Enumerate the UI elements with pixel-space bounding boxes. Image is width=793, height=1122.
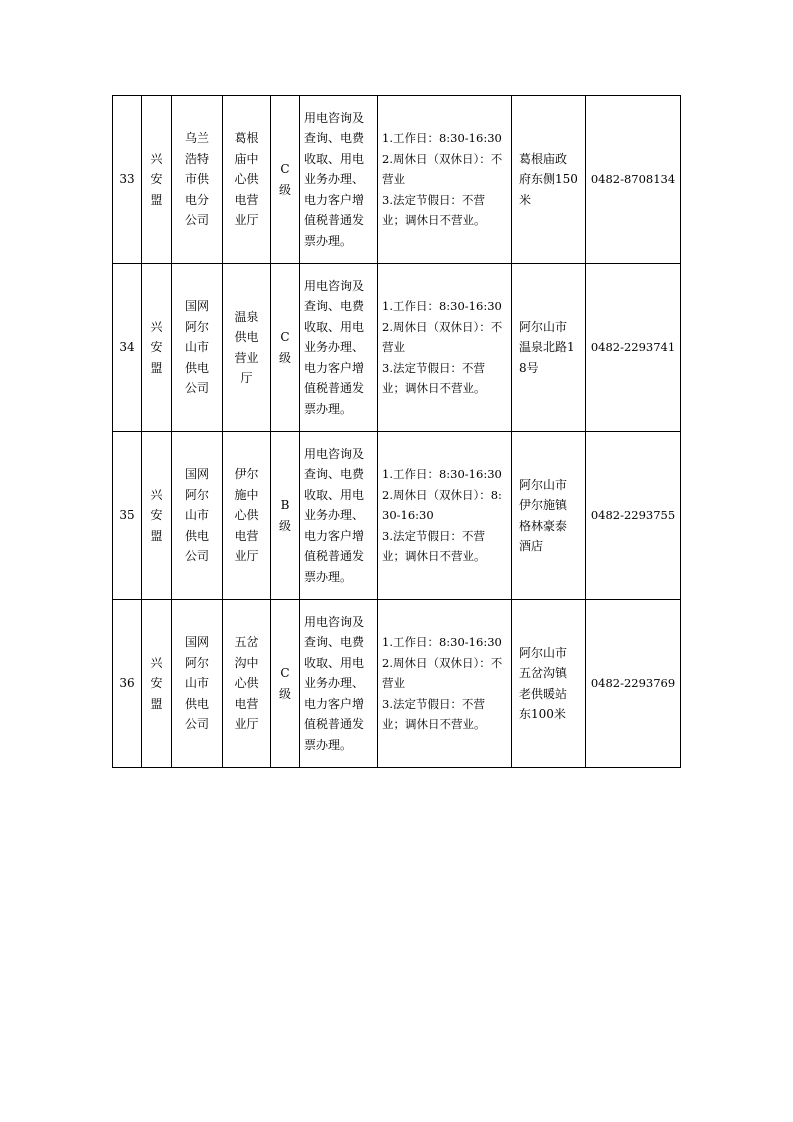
hours-line: 1.工作日：8:30-16:30	[382, 467, 502, 482]
service-hall-cell: 五岔沟中心供电营业厅	[223, 600, 271, 768]
row-number: 35	[113, 432, 142, 600]
services-cell: 用电咨询及查询、电费收取、用电业务办理、电力客户增值税普通发票办理。	[300, 432, 378, 600]
hours-line: 2.周休日（双休日）：不营业	[382, 655, 503, 691]
hours-line: 2.周休日（双休日）：不营业	[382, 151, 503, 187]
grade-cell: C级	[271, 96, 300, 264]
services-cell: 用电咨询及查询、电费收取、用电业务办理、电力客户增值税普通发票办理。	[300, 600, 378, 768]
business-hours-cell	[378, 96, 512, 264]
company-cell: 国网阿尔山市供电公司	[172, 264, 223, 432]
phone-cell: 0482-2293769	[586, 600, 681, 768]
grade-cell: C级	[271, 600, 300, 768]
hours-line: 1.工作日：8:30-16:30	[382, 635, 502, 650]
row-number: 33	[113, 96, 142, 264]
address-cell: 阿尔山市五岔沟镇老供暖站东100米	[512, 600, 586, 768]
hours-line: 3.法定节假日：不营业；调休日不营业。	[382, 528, 486, 564]
company-cell: 国网阿尔山市供电公司	[172, 432, 223, 600]
league-cell: 兴安盟	[142, 600, 172, 768]
table-row	[113, 264, 681, 432]
phone-cell: 0482-2293755	[586, 432, 681, 600]
business-hours-cell	[378, 264, 512, 432]
grade-cell: B级	[271, 432, 300, 600]
phone-cell: 0482-2293741	[586, 264, 681, 432]
service-hall-table	[112, 95, 681, 768]
company-cell: 乌兰浩特市供电分公司	[172, 96, 223, 264]
address-cell: 阿尔山市伊尔施镇格林豪泰酒店	[512, 432, 586, 600]
company-cell: 国网阿尔山市供电公司	[172, 600, 223, 768]
grade-cell: C级	[271, 264, 300, 432]
row-number: 34	[113, 264, 142, 432]
address-cell: 葛根庙政府东侧150米	[512, 96, 586, 264]
league-cell: 兴安盟	[142, 264, 172, 432]
business-hours-cell	[378, 600, 512, 768]
row-number: 36	[113, 600, 142, 768]
hours-line: 3.法定节假日：不营业；调休日不营业。	[382, 192, 486, 228]
league-cell: 兴安盟	[142, 96, 172, 264]
hours-line: 2.周休日（双休日）：8:30-16:30	[382, 487, 502, 523]
hours-line: 3.法定节假日：不营业；调休日不营业。	[382, 360, 486, 396]
services-cell: 用电咨询及查询、电费收取、用电业务办理、电力客户增值税普通发票办理。	[300, 264, 378, 432]
service-hall-cell: 温泉供电营业厅	[223, 264, 271, 432]
services-cell: 用电咨询及查询、电费收取、用电业务办理、电力客户增值税普通发票办理。	[300, 96, 378, 264]
hours-line: 2.周休日（双休日）：不营业	[382, 319, 503, 355]
phone-cell: 0482-8708134	[586, 96, 681, 264]
service-hall-cell: 葛根庙中心供电营业厅	[223, 96, 271, 264]
table-row	[113, 432, 681, 600]
league-cell: 兴安盟	[142, 432, 172, 600]
business-hours-cell	[378, 432, 512, 600]
hours-line: 1.工作日：8:30-16:30	[382, 299, 502, 314]
table-row	[113, 96, 681, 264]
hours-line: 3.法定节假日：不营业；调休日不营业。	[382, 696, 486, 732]
address-cell: 阿尔山市温泉北路18号	[512, 264, 586, 432]
hours-line: 1.工作日：8:30-16:30	[382, 131, 502, 146]
table-row	[113, 600, 681, 768]
service-hall-cell: 伊尔施中心供电营业厅	[223, 432, 271, 600]
